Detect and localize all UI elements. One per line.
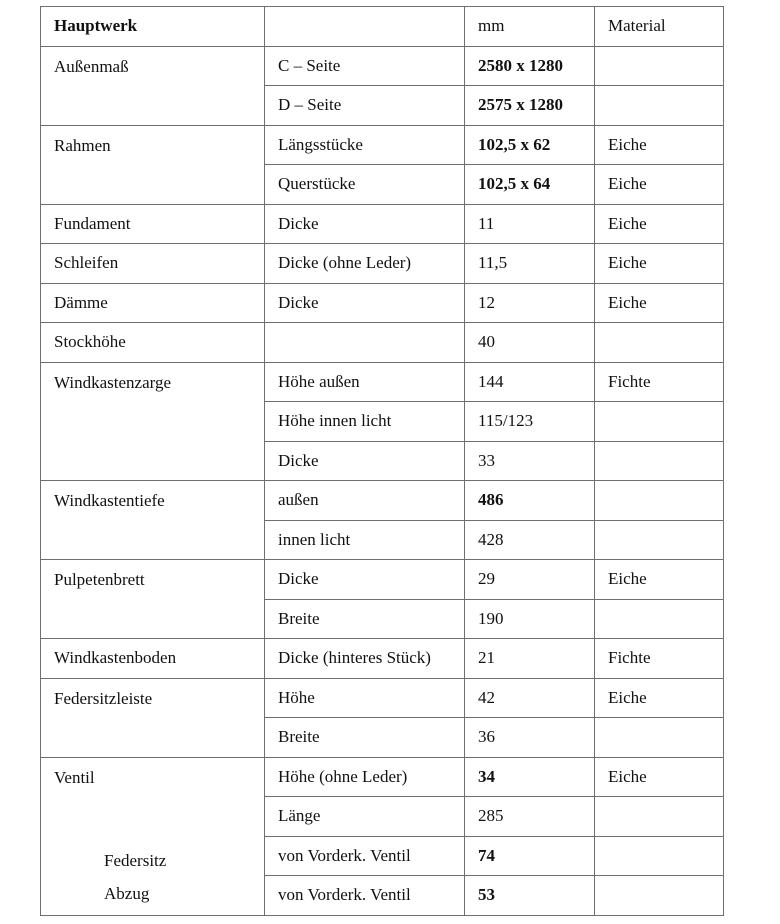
table-row: [41, 244, 724, 284]
part-cell: Höhe außen: [265, 362, 465, 402]
material-cell: Eiche: [595, 283, 724, 323]
table-row: [41, 125, 724, 165]
part-cell: Dicke: [265, 204, 465, 244]
material-cell: Eiche: [595, 560, 724, 600]
group-cell-ventil: [41, 757, 265, 915]
material-cell: [595, 481, 724, 521]
material-cell: Fichte: [595, 639, 724, 679]
mm-cell: 115/123: [465, 402, 595, 442]
material-cell: Eiche: [595, 204, 724, 244]
part-cell: Höhe (ohne Leder): [265, 757, 465, 797]
table-row: [41, 560, 724, 600]
part-cell: Querstücke: [265, 165, 465, 205]
mm-cell: 53: [465, 876, 595, 916]
group-label-windkastentiefe: Windkastentiefe: [41, 481, 265, 560]
table-row: [41, 46, 724, 86]
measurement-table: [40, 6, 724, 916]
header-title: Hauptwerk: [41, 7, 265, 47]
part-cell: außen: [265, 481, 465, 521]
part-cell: Längsstücke: [265, 125, 465, 165]
measurement-sheet: [40, 6, 724, 916]
group-label-aussenmass: Außenmaß: [41, 46, 265, 125]
part-cell: Breite: [265, 718, 465, 758]
mm-cell: 11,5: [465, 244, 595, 284]
mm-cell: 102,5 x 64: [465, 165, 595, 205]
table-row: [41, 757, 724, 797]
part-cell: Dicke: [265, 283, 465, 323]
mm-cell: 36: [465, 718, 595, 758]
group-label-federsitzleiste: Federsitzleiste: [41, 678, 265, 757]
mm-cell: 40: [465, 323, 595, 363]
part-cell: [265, 323, 465, 363]
part-cell: Höhe innen licht: [265, 402, 465, 442]
mm-cell: 144: [465, 362, 595, 402]
part-cell: D – Seite: [265, 86, 465, 126]
part-cell: innen licht: [265, 520, 465, 560]
part-cell: Dicke (ohne Leder): [265, 244, 465, 284]
mm-cell: 428: [465, 520, 595, 560]
group-label-rahmen: Rahmen: [41, 125, 265, 204]
header-mm: mm: [465, 7, 595, 47]
part-cell: Länge: [265, 797, 465, 837]
material-cell: Eiche: [595, 165, 724, 205]
material-cell: [595, 718, 724, 758]
material-cell: [595, 323, 724, 363]
material-cell: Eiche: [595, 125, 724, 165]
part-cell: C – Seite: [265, 46, 465, 86]
mm-cell: 34: [465, 757, 595, 797]
material-cell: [595, 402, 724, 442]
table-row: [41, 481, 724, 521]
table-row: [41, 639, 724, 679]
material-cell: [595, 520, 724, 560]
table-row: [41, 362, 724, 402]
table-row: [41, 204, 724, 244]
material-cell: [595, 599, 724, 639]
part-cell: Breite: [265, 599, 465, 639]
material-cell: [595, 797, 724, 837]
group-label-windkastenboden: Windkastenboden: [41, 639, 265, 679]
group-label-stockhoehe: Stockhöhe: [41, 323, 265, 363]
part-cell: von Vorderk. Ventil: [265, 876, 465, 916]
material-cell: [595, 46, 724, 86]
part-cell: Dicke: [265, 441, 465, 481]
part-cell: Dicke: [265, 560, 465, 600]
mm-cell: 2575 x 1280: [465, 86, 595, 126]
group-label-fundament: Fundament: [41, 204, 265, 244]
mm-cell: 12: [465, 283, 595, 323]
mm-cell: 102,5 x 62: [465, 125, 595, 165]
mm-cell: 74: [465, 836, 595, 876]
material-cell: [595, 876, 724, 916]
table-header-row: [41, 7, 724, 47]
part-cell: von Vorderk. Ventil: [265, 836, 465, 876]
material-cell: Eiche: [595, 757, 724, 797]
material-cell: Eiche: [595, 244, 724, 284]
mm-cell: 42: [465, 678, 595, 718]
mm-cell: 33: [465, 441, 595, 481]
part-cell: Dicke (hinteres Stück): [265, 639, 465, 679]
header-col2: [265, 7, 465, 47]
mm-cell: 11: [465, 204, 595, 244]
sub-label-federsitz: Federsitz: [104, 850, 167, 870]
material-cell: [595, 441, 724, 481]
group-label-pulpetenbrett: Pulpetenbrett: [41, 560, 265, 639]
mm-cell: 190: [465, 599, 595, 639]
table-row: [41, 323, 724, 363]
sub-label-abzug: Abzug: [104, 883, 150, 903]
table-row: [41, 283, 724, 323]
mm-cell: 2580 x 1280: [465, 46, 595, 86]
mm-cell: 21: [465, 639, 595, 679]
part-cell: Höhe: [265, 678, 465, 718]
group-label-daemme: Dämme: [41, 283, 265, 323]
material-cell: [595, 86, 724, 126]
group-label-ventil: Ventil: [54, 767, 95, 787]
material-cell: [595, 836, 724, 876]
table-row: [41, 678, 724, 718]
group-label-schleifen: Schleifen: [41, 244, 265, 284]
mm-cell: 29: [465, 560, 595, 600]
material-cell: Fichte: [595, 362, 724, 402]
mm-cell: 285: [465, 797, 595, 837]
header-material: Material: [595, 7, 724, 47]
group-label-windkastenzarge: Windkastenzarge: [41, 362, 265, 481]
mm-cell: 486: [465, 481, 595, 521]
material-cell: Eiche: [595, 678, 724, 718]
